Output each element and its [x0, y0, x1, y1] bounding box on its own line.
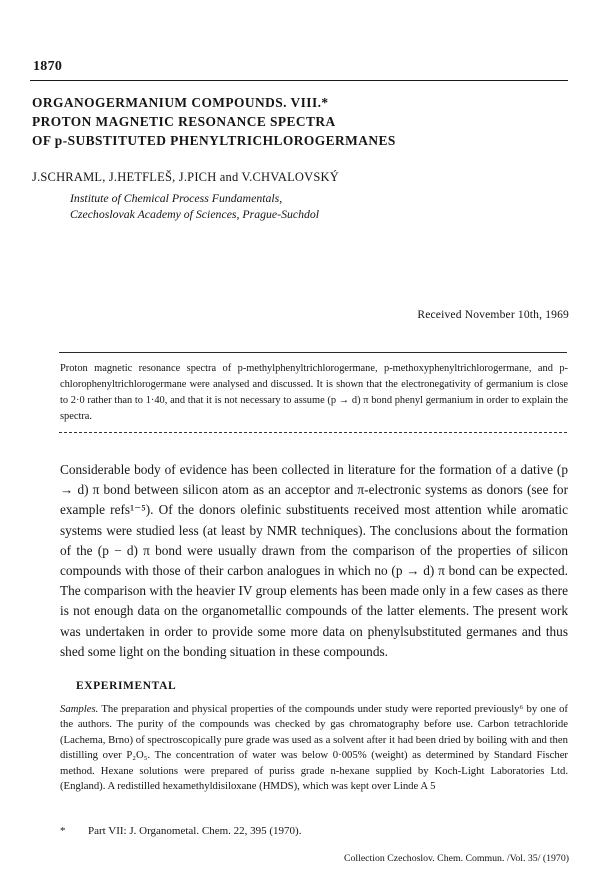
samples-text: The preparation and physical properties of the compounds under study were reported previously⁶ by one of the authors. The purity of the compounds was checked by gas chromatography before use. Carbon tetrachloride (Lachema, Brno) of spectroscopically pure grade was used as a solvent after it had been dried by boiling with and then distilling over P₂O₅. The concentration of water was below 0·005% (weight) as determined by Standard Fischer method. Hexane solutions were prepared of puriss grade n-hexane supplied by Koch-Light Laboratories Ltd. (England). A redistilled hexamethyldisiloxane (HMDS), which was kept over Linde A 5: [60, 703, 568, 793]
running-footer: Collection Czechoslov. Chem. Commun. /Vol. 35/ (1970): [343, 853, 569, 864]
affiliation-line: Institute of Chemical Process Fundamentals,: [70, 191, 283, 205]
title-line: OF p-SUBSTITUTED PHENYLTRICHLOROGERMANES: [32, 133, 396, 148]
footnote-mark: *: [60, 825, 66, 837]
header-rule: [30, 80, 568, 81]
title-line: ORGANOGERMANIUM COMPOUNDS. VIII.*: [32, 95, 329, 110]
page-number: 1870: [33, 59, 63, 74]
abstract-top-rule: [59, 352, 567, 353]
title-line: PROTON MAGNETIC RESONANCE SPECTRA: [32, 114, 336, 129]
footnote: [60, 825, 301, 837]
author-list: J.SCHRAML, J.HETFLEŠ, J.PICH and V.CHVALOVSKÝ: [32, 170, 339, 184]
affiliation: [70, 190, 319, 222]
received-date: Received November 10th, 1969: [417, 308, 569, 321]
abstract: Proton magnetic resonance spectra of p-methylphenyltrichlorogermane, p-methoxyphenyltrichlorogermane, and p-chlorophenyltrichlorogermane were analysed and discussed. It is shown that the electronegativity of germanium is close to 2·0 rather than to 1·40, and that it is not necessary to assume (p → d) π bond phenyl germanium in order to explain the spectra.: [60, 363, 568, 422]
samples-paragraph: [60, 702, 568, 794]
introduction-paragraph: Considerable body of evidence has been collected in literature for the formation of a dative (p → d) π bond between silicon atom as an acceptor and π-electronic systems as donors (see for example refs¹⁻⁵). Of the donors olefinic substituents received most attention while aromatic systems were studied less (at least by NMR techniques). The conclusions about the formation of the (p − d) π bond were usually drawn from the comparison of the properties of silicon compounds with those of their carbon analogues in which no (p → d) π bond can be expected. The comparison with the heavier IV group elements has been made only in a few cases as there is not enough data on the organometallic compounds of the latter elements. The present work was undertaken in order to provide some more data on phenylsubstituted germanes and thus shed some light on the bonding situation in these compounds.: [60, 462, 568, 659]
footnote-text: Part VII: J. Organometal. Chem. 22, 395 (1970).: [88, 825, 302, 837]
samples-label: Samples.: [60, 703, 99, 715]
section-heading-experimental: EXPERIMENTAL: [76, 680, 177, 692]
abstract-bottom-rule: [59, 432, 567, 433]
affiliation-line: Czechoslovak Academy of Sciences, Prague-Suchdol: [70, 207, 320, 221]
article-title: [32, 93, 572, 150]
